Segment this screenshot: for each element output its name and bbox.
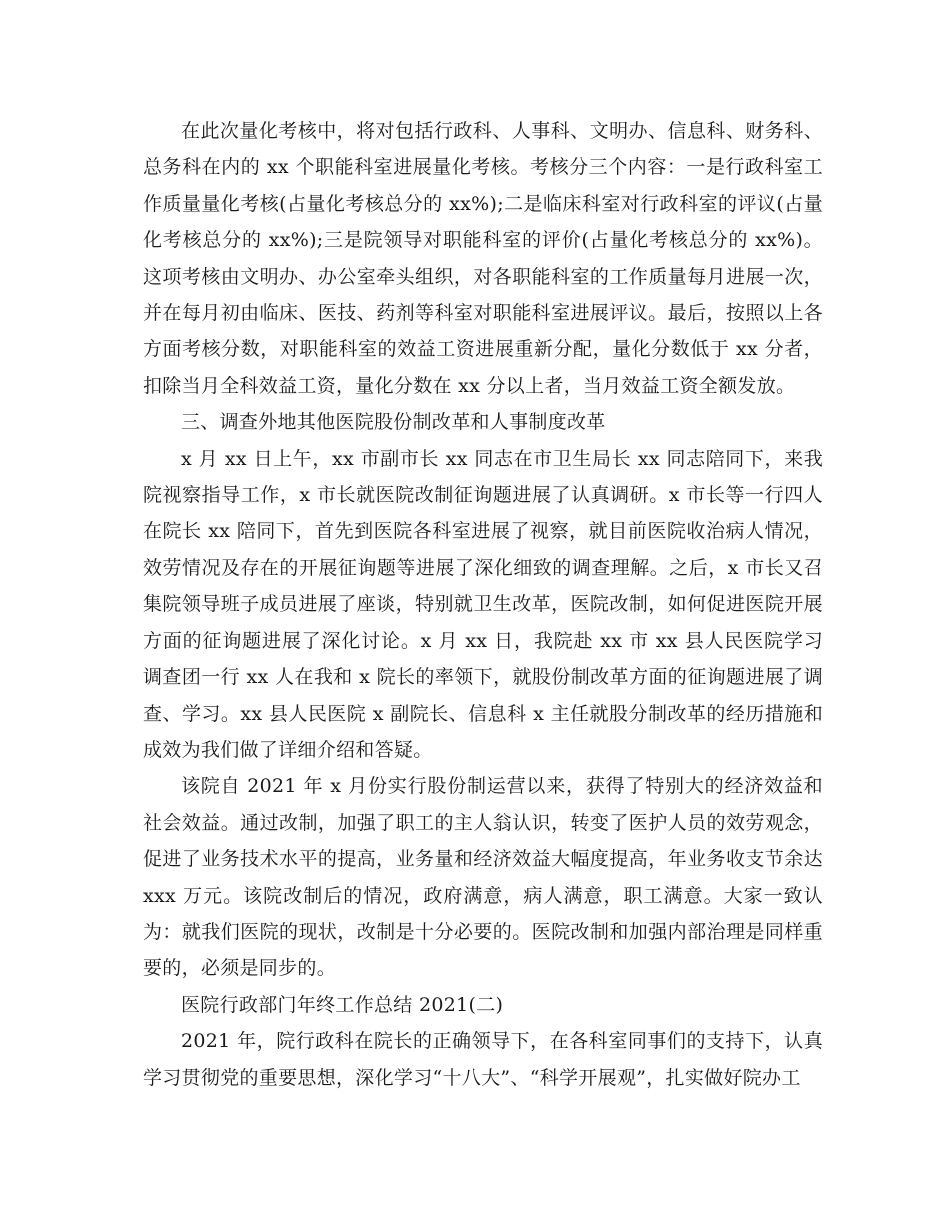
- paragraph-mayor-visit: x 月 xx 日上午，xx 市副市长 xx 同志在市卫生局长 xx 同志陪同下，来我院视察指导工作，x 市长就医院改制征询题进展了认真调研。x 市长等一行四人在院长 xx 陪同下，首先到医院各科室进展了视察，就目前医院收治病人情况，效劳情况及存在的开展征询题等进展了深化细致的调查理解。之后，x 市长又召集院领导班子成员进展了座谈，特别就卫生改革，医院改制，如何促进医院开展方面的征询题进展了深化讨论。x 月 xx 日，我院赴 xx 市 xx 县人民医院学习调查团一行 xx 人在我和 x 院长的率领下，就股份制改革方面的征询题进展了调查、学习。xx 县人民医院 x 副院长、信息科 x 主任就股分制改革的经历措施和成效为我们做了详细介绍和答疑。: [143, 447, 823, 761]
- section-heading-reform-survey: 三、调查外地其他医院股份制改革和人事制度改革: [181, 411, 606, 434]
- paragraph-reform-results: 该院自 2021 年 x 月份实行股份制运营以来，获得了特别大的经济效益和社会效益。通过改制，加强了职工的主人翁认识，转变了医护人员的效劳观念，促进了业务技术水平的提高，业务量和经济效益大幅度提高，年业务收支节余达 xxx 万元。该院改制后的情况，政府满意，病人满意，职工满意。大家一致认为：就我们医院的现状，改制是十分必要的。医院改制和加强内部治理是同样重要的，必须是同步的。: [143, 775, 823, 980]
- document-body: [143, 113, 823, 1096]
- section-heading-annual-summary: 医院行政部门年终工作总结 2021(二): [181, 993, 504, 1016]
- paragraph-quantitative-assessment: 在此次量化考核中，将对包括行政科、人事科、文明办、信息科、财务科、总务科在内的 xx 个职能科室进展量化考核。考核分三个内容：一是行政科室工作质量量化考核(占量化考核总分的 xx%);二是临床科室对行政科室的评议(占量化考核总分的 xx%);三是院领导对职能科室的评价(占量化考核总分的 xx%)。这项考核由文明办、办公室牵头组织，对各职能科室的工作质量每月进展一次，并在每月初由临床、医技、药剂等科室对职能科室进展评议。最后，按照以上各方面考核分数，对职能科室的效益工资进展重新分配，量化分数低于 xx 分者，扣除当月全科效益工资，量化分数在 xx 分以上者，当月效益工资全额发放。: [143, 120, 823, 397]
- paragraph-annual-summary-intro: 2021 年，院行政科在院长的正确领导下，在各科室同事们的支持下，认真学习贯彻党的重要思想，深化学习“十八大”、“科学开展观”，扎实做好院办工: [143, 1030, 823, 1089]
